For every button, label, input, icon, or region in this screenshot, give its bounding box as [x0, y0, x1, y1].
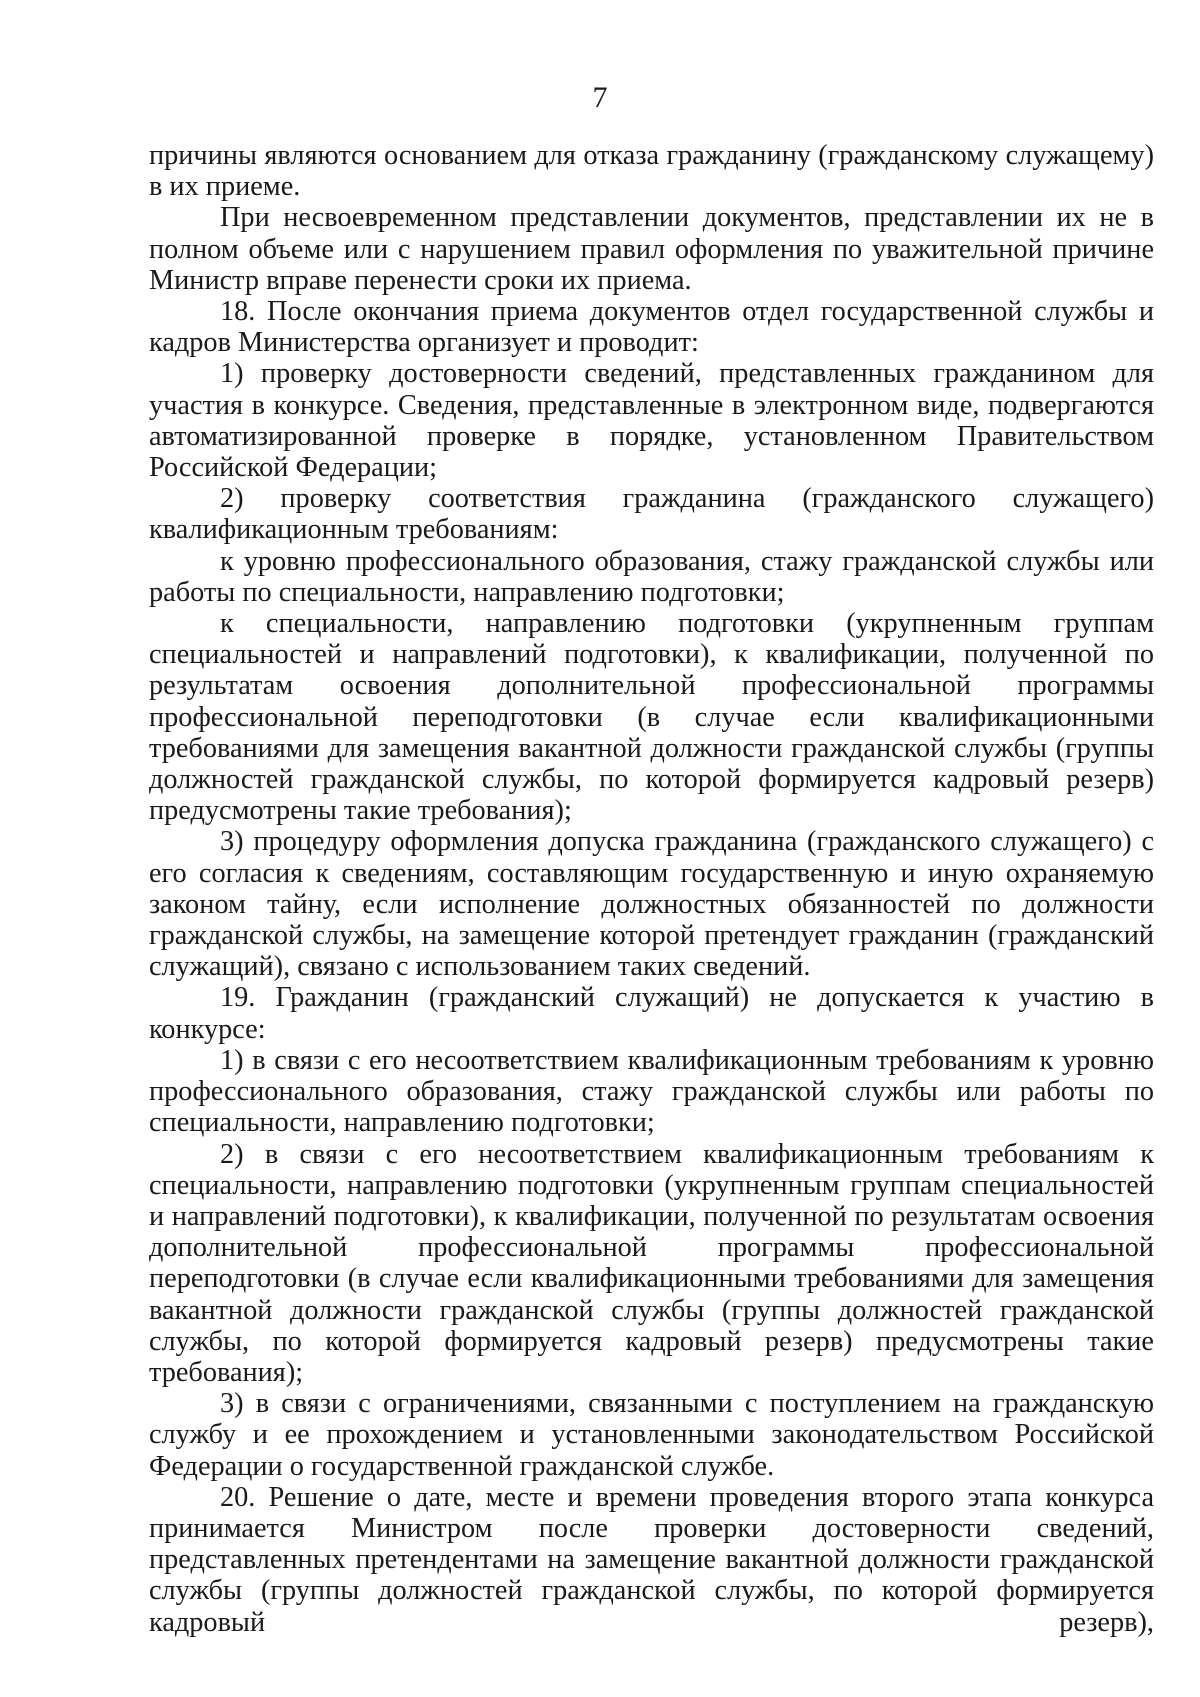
paragraph-19-item-3: 3) в связи с ограничениями, связанными с поступлением на гражданскую службу и ее прохождением и установленными законодательством Российской Федерации о государственной гражданской службе. — [149, 1388, 1154, 1482]
paragraph-18-item-1: 1) проверку достоверности сведений, представленных гражданином для участия в конкурсе. Сведения, представленные в электронном виде, подвергаются автоматизированной проверке в порядке, установленном Правительством Российской Федерации; — [149, 358, 1154, 484]
page-number: 7 — [592, 81, 608, 114]
paragraph-reasons-continuation: причины являются основанием для отказа гражданину (гражданскому служащему) в их приеме. — [149, 140, 1154, 203]
document-body — [149, 140, 1154, 1638]
paragraph-19: 19. Гражданин (гражданский служащий) не допускается к участию в конкурсе: — [149, 982, 1154, 1045]
paragraph-18-item-2: 2) проверку соответствия гражданина (гражданского служащего) квалификационным требованиям: — [149, 483, 1154, 546]
paragraph-18-item-2-education: к уровню профессионального образования, стажу гражданской службы или работы по специальности, направлению подготовки; — [149, 545, 1154, 608]
paragraph-late-submission: При несвоевременном представлении документов, представлении их не в полном объеме или с нарушением правил оформления по уважительной причине Министр вправе перенести сроки их приема. — [149, 202, 1154, 296]
paragraph-18: 18. После окончания приема документов отдел государственной службы и кадров Министерства организует и проводит: — [149, 296, 1154, 359]
paragraph-18-item-3: 3) процедуру оформления допуска гражданина (гражданского служащего) с его согласия к сведениям, составляющим государственную и иную охраняемую законом тайну, если исполнение должностных обязанностей по должности гражданской службы, на замещение которой претендует гражданин (гражданский служащий), связано с использованием таких сведений. — [149, 826, 1154, 983]
paragraph-20: 20. Решение о дате, месте и времени проведения второго этапа конкурса принимается Министром после проверки достоверности сведений, представленных претендентами на замещение вакантной должности гражданской службы (группы должностей гражданской службы, по которой формируется кадровый резерв), — [149, 1481, 1154, 1638]
paragraph-19-item-2: 2) в связи с его несоответствием квалификационным требованиям к специальности, направлению подготовки (укрупненным группам специальностей и направлений подготовки), к квалификации, полученной по результатам освоения дополнительной профессиональной программы профессиональной переподготовки (в случае если квалификационными требованиями для замещения вакантной должности гражданской службы (группы должностей гражданской службы, по которой формируется кадровый резерв) предусмотрены такие требования); — [149, 1138, 1154, 1388]
paragraph-18-item-2-specialty: к специальности, направлению подготовки (укрупненным группам специальностей и направлений подготовки), к квалификации, полученной по результатам освоения дополнительной профессиональной программы профессиональной переподготовки (в случае если квалификационными требованиями для замещения вакантной должности гражданской службы (группы должностей гражданской службы, по которой формируется кадровый резерв) предусмотрены такие требования); — [149, 608, 1154, 827]
paragraph-19-item-1: 1) в связи с его несоответствием квалификационным требованиям к уровню профессионального образования, стажу гражданской службы или работы по специальности, направлению подготовки; — [149, 1044, 1154, 1139]
